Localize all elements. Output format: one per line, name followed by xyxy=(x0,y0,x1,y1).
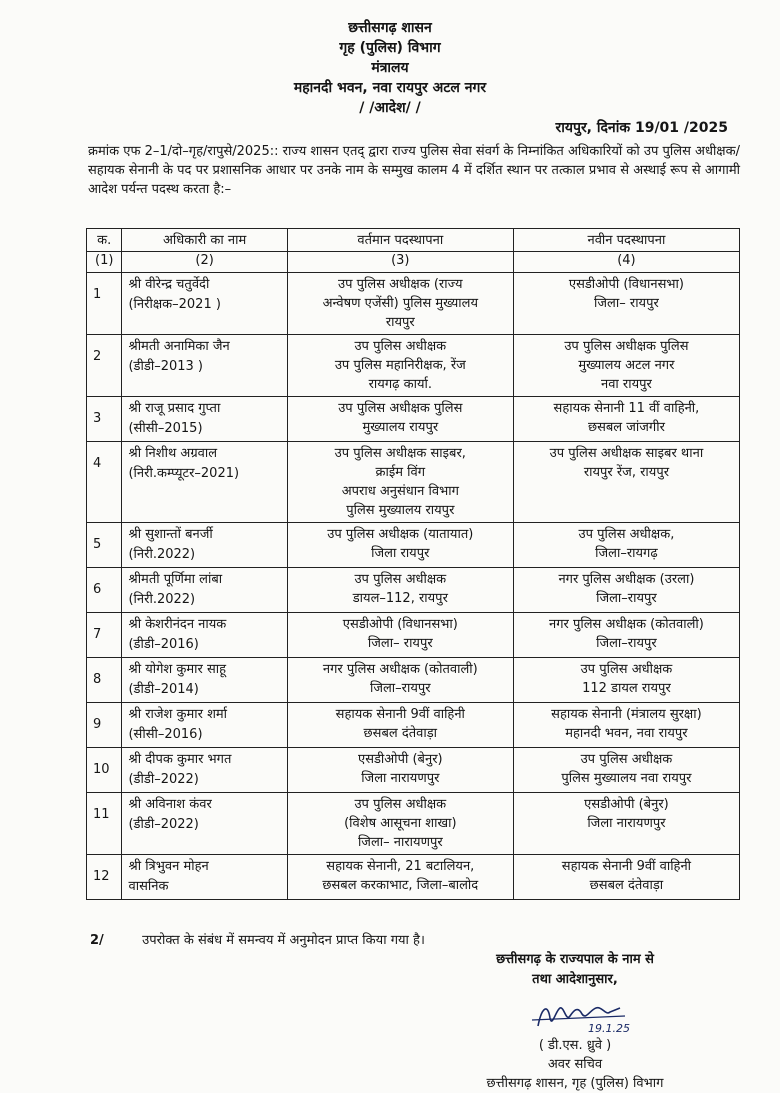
officer-name-line: श्री राजू प्रसाद गुप्ता xyxy=(128,401,221,416)
table-row xyxy=(87,335,740,397)
current-posting-line: सहायक सेनानी, 21 बटालियन, xyxy=(326,859,475,874)
officer-name-line: (सीसी–2016) xyxy=(128,727,203,742)
officer-name xyxy=(122,855,287,900)
table-row xyxy=(87,658,740,703)
current-posting-line: अन्वेषण एजेंसी) पुलिस मुख्यालय xyxy=(322,296,479,311)
current-posting-line: छसबल करकाभाट, जिला–बालोद xyxy=(322,878,479,893)
new-posting-line: जिला नारायणपुर xyxy=(587,816,666,831)
officer-name xyxy=(122,613,287,658)
order-intro: क्रमांक एफ 2–1/दो–गृह/रापुसे/2025:: राज्य शासन एतद् द्वारा राज्य पुलिस सेवा संवर्ग के निम्नांकित अधिकारियों को उप पुलिस अधीक्षक/सहायक सेनानी के पद पर प्रशासनिक आधार पर उनके नाम के सम्मुख कालम 4 में दर्शित स्थान पर तत्काल प्रभाव से अस्थाई रूप से आगामी आदेश पर्यन्त पदस्थ करता है:– xyxy=(88,144,740,197)
officer-name-line: श्रीमती पूर्णिमा लांबा xyxy=(128,572,223,587)
current-posting xyxy=(287,703,513,748)
paragraph-number: 2/ xyxy=(90,933,104,948)
table-row xyxy=(87,568,740,613)
new-posting-line: छसबल दंतेवाड़ा xyxy=(589,878,664,893)
current-posting xyxy=(287,658,513,703)
officer-name xyxy=(122,523,287,568)
new-posting xyxy=(513,568,739,613)
current-posting-line: मुख्यालय रायपुर xyxy=(362,420,439,435)
new-posting xyxy=(513,442,739,523)
officer-name-line: (डीडी–2022) xyxy=(128,817,199,832)
paragraph-2 xyxy=(90,930,425,948)
new-posting-line: सहायक सेनानी (मंत्रालय सुरक्षा) xyxy=(551,707,702,722)
handwritten-signature xyxy=(420,996,730,1036)
new-posting-line: जिला– रायपुर xyxy=(594,296,659,311)
new-posting-line: मुख्यालय अटल नगर xyxy=(578,358,675,373)
new-posting-line: जिला–रायगढ़ xyxy=(595,546,658,561)
table-body xyxy=(87,273,740,900)
current-posting-line: उप पुलिस महानिरीक्षक, रेंज xyxy=(334,358,466,373)
officer-name xyxy=(122,703,287,748)
signature-block xyxy=(420,950,730,1093)
serial-number: 6 xyxy=(87,568,122,613)
officer-name-line: (डीडी–2022) xyxy=(128,772,199,787)
header-serial: क. xyxy=(87,229,122,252)
officer-name-line: श्री निशीथ अग्रवाल xyxy=(128,446,218,461)
current-posting-line: (विशेष आसूचना शाखा) xyxy=(344,816,457,831)
new-posting-line: जिला–रायपुर xyxy=(596,636,657,651)
letterhead xyxy=(0,18,780,118)
column-number: (1) xyxy=(87,252,122,273)
officer-name xyxy=(122,793,287,855)
current-posting xyxy=(287,748,513,793)
table-header-row xyxy=(87,229,740,252)
signatory-department: छत्तीसगढ़ शासन, गृह (पुलिस) विभाग xyxy=(486,1076,664,1091)
current-posting xyxy=(287,523,513,568)
signatory-designation: अवर सचिव xyxy=(547,1057,603,1072)
table-row xyxy=(87,748,740,793)
header-officer-name: अधिकारी का नाम xyxy=(122,229,287,252)
serial-number: 11 xyxy=(87,793,122,855)
serial-number: 2 xyxy=(87,335,122,397)
table-row xyxy=(87,703,740,748)
column-number: (3) xyxy=(287,252,513,273)
officer-name-line: श्री त्रिभुवन मोहन xyxy=(128,859,209,874)
officer-name-line: श्री अविनाश कंवर xyxy=(128,797,212,812)
serial-number: 12 xyxy=(87,855,122,900)
current-posting xyxy=(287,855,513,900)
new-posting xyxy=(513,703,739,748)
new-posting-line: जिला–रायपुर xyxy=(596,591,657,606)
officer-name xyxy=(122,273,287,335)
current-posting-line: पुलिस मुख्यालय रायपुर xyxy=(346,503,455,518)
current-posting-line: सहायक सेनानी 9वीं वाहिनी xyxy=(335,707,465,722)
column-number: (4) xyxy=(513,252,739,273)
current-posting-line: जिला रायपुर xyxy=(371,546,430,561)
new-posting xyxy=(513,855,739,900)
current-posting-line: जिला– नारायणपुर xyxy=(357,835,443,850)
table-row xyxy=(87,273,740,335)
new-posting-line: उप पुलिस अधीक्षक पुलिस xyxy=(564,339,689,354)
document-type: / /आदेश/ / xyxy=(359,100,421,116)
current-posting xyxy=(287,397,513,442)
officer-name-line: (निरी.कम्प्यूटर–2021) xyxy=(128,466,240,481)
table-row xyxy=(87,793,740,855)
current-posting xyxy=(287,335,513,397)
current-posting xyxy=(287,793,513,855)
serial-number: 5 xyxy=(87,523,122,568)
new-posting-line: नगर पुलिस अधीक्षक (कोतवाली) xyxy=(548,617,704,632)
svg-text:19.1.25: 19.1.25 xyxy=(588,1022,630,1035)
new-posting-line: रायपुर रेंज, रायपुर xyxy=(583,465,670,480)
table-row xyxy=(87,523,740,568)
current-posting-line: छसबल दंतेवाड़ा xyxy=(363,726,438,741)
current-posting xyxy=(287,613,513,658)
new-posting-line: महानदी भवन, नवा रायपुर xyxy=(565,726,688,741)
officer-name xyxy=(122,442,287,523)
officer-name-line: वासनिक xyxy=(128,879,169,894)
current-posting-line: जिला–रायपुर xyxy=(369,681,431,696)
officer-name-line: श्री वीरेन्द्र चतुर्वेदी xyxy=(128,277,210,292)
current-posting-line: उप पुलिस अधीक्षक xyxy=(354,797,447,812)
new-posting xyxy=(513,523,739,568)
new-posting xyxy=(513,793,739,855)
order-line: तथा आदेशानुसार, xyxy=(532,972,618,987)
current-posting xyxy=(287,568,513,613)
new-posting xyxy=(513,397,739,442)
new-posting-line: सहायक सेनानी 11 वीं वाहिनी, xyxy=(553,401,700,416)
officer-name xyxy=(122,748,287,793)
officer-name-line: श्री राजेश कुमार शर्मा xyxy=(128,707,228,722)
order-date: रायपुर, दिनांक 19/01 /2025 xyxy=(555,120,728,136)
office-address: महानदी भवन, नवा रायपुर अटल नगर xyxy=(293,80,487,96)
new-posting-line: नगर पुलिस अधीक्षक (उरला) xyxy=(558,572,695,587)
serial-number: 4 xyxy=(87,442,122,523)
header-new-posting: नवीन पदस्थापना xyxy=(513,229,739,252)
new-posting-line: एसडीओपी (बेनुर) xyxy=(584,797,669,812)
header-current-posting: वर्तमान पदस्थापना xyxy=(287,229,513,252)
new-posting-line: एसडीओपी (विधानसभा) xyxy=(568,277,684,292)
serial-number: 9 xyxy=(87,703,122,748)
current-posting-line: उप पुलिस अधीक्षक साइबर, xyxy=(334,446,466,461)
officer-name-line: (निरी.2022) xyxy=(128,547,196,562)
officer-name-line: (निरीक्षक–2021 ) xyxy=(128,297,221,312)
current-posting-line: डायल–112, रायपुर xyxy=(352,591,448,606)
officer-name-line: (सीसी–2015) xyxy=(128,421,203,436)
new-posting xyxy=(513,273,739,335)
officer-name-line: श्री योगेश कुमार साहू xyxy=(128,662,227,677)
officer-name-line: (डीडी–2016) xyxy=(128,637,199,652)
new-posting-line: नवा रायपुर xyxy=(600,377,652,392)
current-posting-line: क्राईम विंग xyxy=(375,465,426,480)
new-posting xyxy=(513,748,739,793)
current-posting-line: रायगढ़ कार्या. xyxy=(368,377,432,392)
current-posting-line: नगर पुलिस अधीक्षक (कोतवाली) xyxy=(322,662,478,677)
current-posting xyxy=(287,273,513,335)
officer-name xyxy=(122,568,287,613)
current-posting-line: एसडीओपी (विधानसभा) xyxy=(342,617,458,632)
officer-name xyxy=(122,335,287,397)
officer-name xyxy=(122,658,287,703)
paragraph-text: उपरोक्त के संबंध में समन्वय में अनुमोदन प्राप्त किया गया है। xyxy=(142,933,425,948)
new-posting xyxy=(513,613,739,658)
serial-number: 7 xyxy=(87,613,122,658)
new-posting-line: उप पुलिस अधीक्षक साइबर थाना xyxy=(549,446,704,461)
officer-name-line: श्री केशरीनंदन नायक xyxy=(128,617,227,632)
officer-name-line: (डीडी–2013 ) xyxy=(128,359,203,374)
serial-number: 3 xyxy=(87,397,122,442)
table-row xyxy=(87,397,740,442)
table-row xyxy=(87,442,740,523)
current-posting xyxy=(287,442,513,523)
officer-name-line: श्री दीपक कुमार भगत xyxy=(128,752,232,767)
current-posting-line: उप पुलिस अधीक्षक (यातायात) xyxy=(327,527,474,542)
current-posting-line: उप पुलिस अधीक्षक xyxy=(354,339,447,354)
new-posting-line: उप पुलिस अधीक्षक xyxy=(580,752,673,767)
column-number: (2) xyxy=(122,252,287,273)
new-posting xyxy=(513,658,739,703)
office-name: मंत्रालय xyxy=(371,60,409,76)
signatory-name: ( डी.एस. ध्रुवे ) xyxy=(538,1038,612,1053)
serial-number: 10 xyxy=(87,748,122,793)
authority-line: छत्तीसगढ़ के राज्यपाल के नाम से xyxy=(496,952,654,967)
department-name: गृह (पुलिस) विभाग xyxy=(339,40,441,56)
officer-name-line: श्रीमती अनामिका जैन xyxy=(128,339,230,354)
current-posting-line: एसडीओपी (बेनुर) xyxy=(358,752,443,767)
officer-name-line: श्री सुशान्तों बनर्जी xyxy=(128,527,213,542)
officer-name xyxy=(122,397,287,442)
table-row xyxy=(87,613,740,658)
serial-number: 8 xyxy=(87,658,122,703)
new-posting xyxy=(513,335,739,397)
current-posting-line: उप पुलिस अधीक्षक (राज्य xyxy=(338,277,463,292)
current-posting-line: रायपुर xyxy=(385,315,415,330)
new-posting-line: सहायक सेनानी 9वीं वाहिनी xyxy=(561,859,692,874)
serial-number: 1 xyxy=(87,273,122,335)
new-posting-line: उप पुलिस अधीक्षक, xyxy=(578,527,675,542)
posting-table xyxy=(86,228,740,900)
current-posting-line: जिला– रायपुर xyxy=(367,636,433,651)
current-posting-line: उप पुलिस अधीक्षक पुलिस xyxy=(338,401,463,416)
table-row xyxy=(87,855,740,900)
current-posting-line: अपराध अनुसंधान विभाग xyxy=(341,484,459,499)
new-posting-line: पुलिस मुख्यालय नवा रायपुर xyxy=(561,771,692,786)
officer-name-line: (निरी.2022) xyxy=(128,592,196,607)
current-posting-line: उप पुलिस अधीक्षक xyxy=(354,572,447,587)
new-posting-line: उप पुलिस अधीक्षक xyxy=(580,662,673,677)
govt-name: छत्तीसगढ़ शासन xyxy=(348,20,432,36)
table-column-number-row xyxy=(87,252,740,273)
new-posting-line: 112 डायल रायपुर xyxy=(582,681,671,696)
officer-name-line: (डीडी–2014) xyxy=(128,682,199,697)
current-posting-line: जिला नारायणपुर xyxy=(361,771,440,786)
new-posting-line: छसबल जांजगीर xyxy=(587,420,665,435)
